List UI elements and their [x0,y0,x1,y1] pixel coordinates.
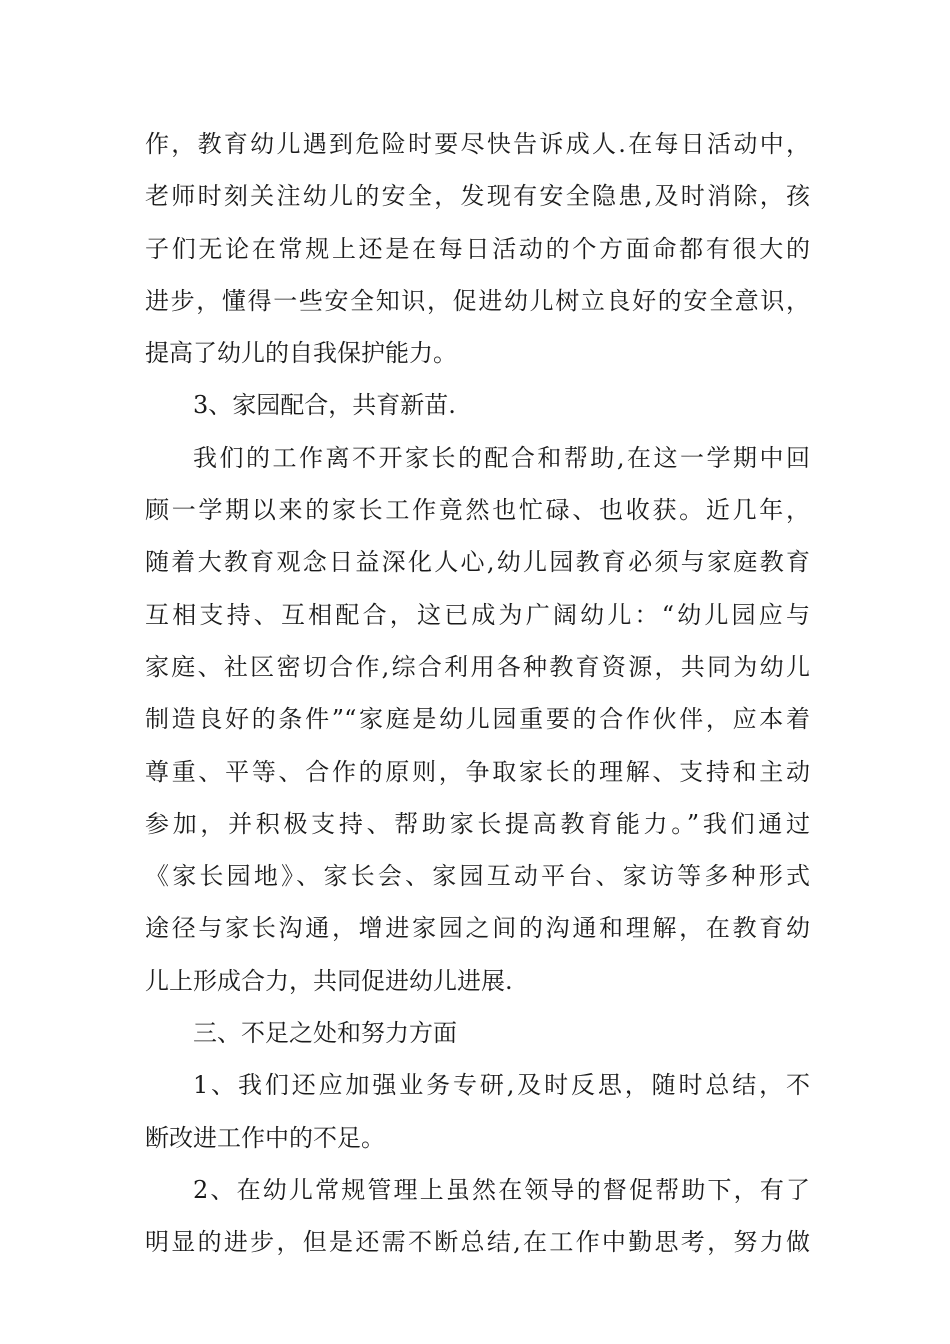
text-line: 顾一学期以来的家长工作竟然也忙碌、也收获。近几年， [145,496,810,525]
text-line: 1、我们还应加强业务专研,及时反思，随时总结，不 [193,1071,810,1100]
text-line: 参加，并积极支持、帮助家长提高教育能力。”我们通过 [145,809,810,838]
text-line: 儿上形成合力，共同促进幼儿进展. [145,966,513,995]
text-line: 途径与家长沟通，增进家园之间的沟通和理解，在教育幼 [145,914,810,943]
text-line: 3、家园配合，共育新苗. [193,391,456,420]
text-line: 进步，懂得一些安全知识，促进幼儿树立良好的安全意识， [145,286,810,315]
text-line: 断改进工作中的不足。 [145,1123,385,1152]
text-line: 互相支持、互相配合，这已成为广阔幼儿：“幼儿园应与 [145,600,810,629]
text-line: 明显的进步，但是还需不断总结,在工作中勤思考，努力做 [145,1228,810,1257]
text-line: 提高了幼儿的自我保护能力。 [145,339,457,368]
text-line: 2、在幼儿常规管理上虽然在领导的督促帮助下，有了 [193,1175,810,1204]
document-body [145,118,810,1269]
text-line: 制造良好的条件”“家庭是幼儿园重要的合作伙伴，应本着 [145,705,810,734]
text-line: 家庭、社区密切合作,综合利用各种教育资源，共同为幼儿 [145,652,810,681]
text-line: 作，教育幼儿遇到危险时要尽快告诉成人.在每日活动中， [145,130,810,158]
text-line: 子们无论在常规上还是在每日活动的个方面命都有很大的 [145,234,810,263]
text-line: 《家长园地》、家长会、家园互动平台、家访等多种形式 [145,862,810,891]
text-line: 我们的工作离不开家长的配合和帮助,在这一学期中回 [193,443,810,472]
text-line: 三、不足之处和努力方面 [193,1019,457,1048]
text-line: 随着大教育观念日益深化人心,幼儿园教育必须与家庭教育 [145,548,810,577]
text-line: 老师时刻关注幼儿的安全，发现有安全隐患,及时消除，孩 [145,182,810,211]
text-line: 尊重、平等、合作的原则，争取家长的理解、支持和主动 [145,757,810,786]
